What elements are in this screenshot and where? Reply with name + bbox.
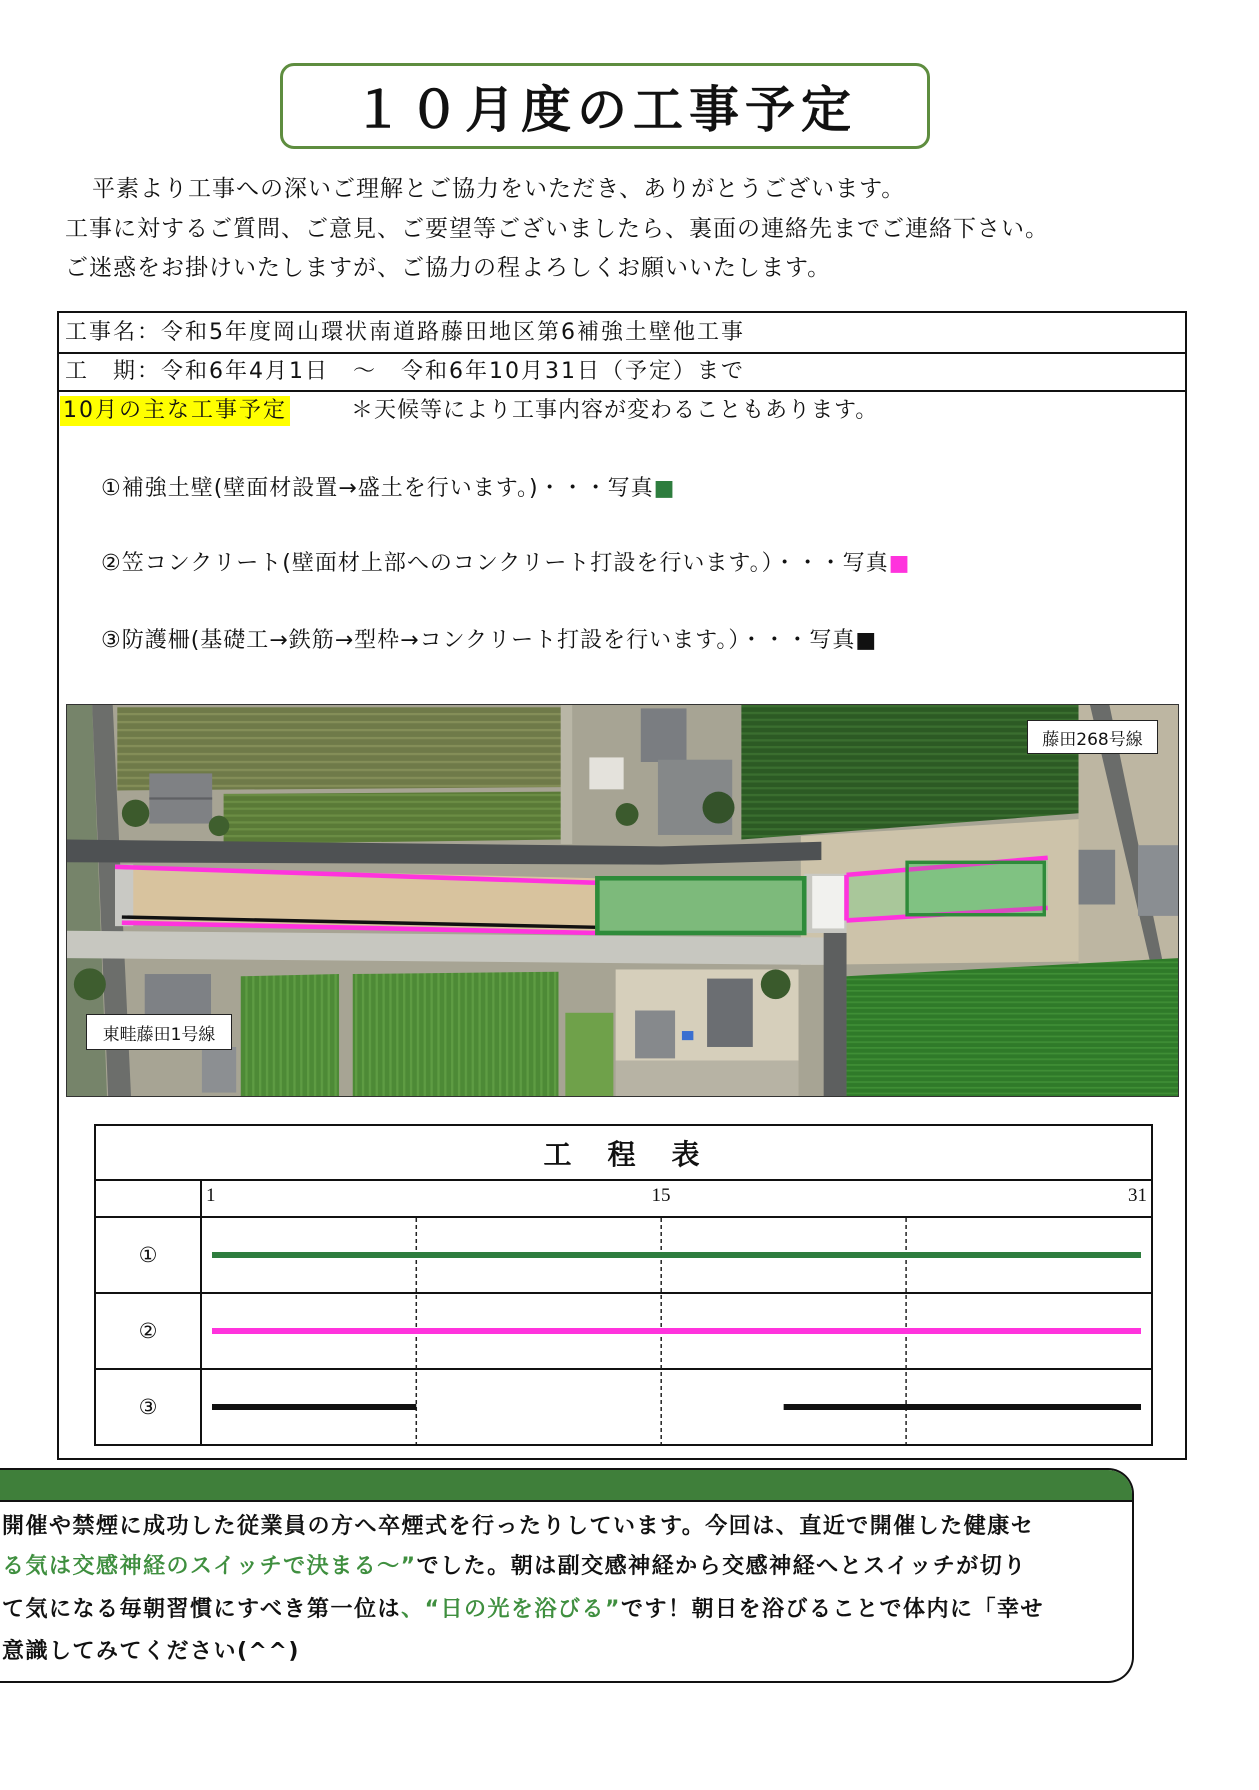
grass-patch-south bbox=[565, 1013, 613, 1096]
farm-field-sw-2 bbox=[353, 972, 559, 1096]
health-text-accent: 、“日の光を浴びる” bbox=[401, 1597, 621, 1622]
grid-line bbox=[96, 1179, 1151, 1181]
house-south-2 bbox=[707, 979, 753, 1047]
project-period-text: 工 期：令和6年4月1日 ～ 令和6年10月31日（予定）まで bbox=[65, 359, 745, 384]
health-text-accent: る気は交感神経のスイッチで決まる～” bbox=[2, 1554, 417, 1579]
health-column-header bbox=[0, 1470, 1132, 1502]
house-north-1 bbox=[641, 708, 687, 762]
health-column-line-1 bbox=[2, 1512, 1034, 1542]
intro-line-2: 工事に対するご質問、ご意見、ご要望等ございましたら、裏面の連絡先までご連絡下さい。 bbox=[65, 216, 1049, 242]
farm-field-nw-bottom bbox=[224, 792, 561, 844]
house-sw-2 bbox=[202, 1047, 236, 1093]
project-period-row bbox=[59, 354, 1185, 392]
overlay-rect-green bbox=[907, 862, 1044, 914]
title-box bbox=[280, 63, 930, 149]
farm-field-se bbox=[847, 958, 1178, 1096]
schedule-table bbox=[94, 1124, 1153, 1446]
photo-marker-square-icon: ■ bbox=[855, 628, 878, 653]
health-column-line-2 bbox=[2, 1552, 1027, 1582]
plan-heading: 10月の主な工事予定 bbox=[60, 396, 290, 426]
house-north-3 bbox=[589, 757, 623, 789]
aerial-photo bbox=[66, 704, 1179, 1097]
road-label-north: 藤田268号線 bbox=[1027, 720, 1158, 754]
page-title: １０月度の工事予定 bbox=[353, 81, 857, 139]
tree bbox=[122, 800, 149, 827]
farm-field-sw-1 bbox=[241, 974, 339, 1096]
schedule-title: 工 程 表 bbox=[543, 1137, 704, 1171]
schedule-plot bbox=[202, 1218, 1151, 1444]
intro-line-1: 平素より工事への深いご理解とご協力をいただき、ありがとうございます。 bbox=[92, 176, 906, 202]
house-south-1 bbox=[635, 1011, 675, 1059]
tree bbox=[209, 816, 230, 837]
road-south bbox=[824, 933, 847, 1096]
shed-east-1 bbox=[1079, 850, 1116, 905]
road-label-south: 東畦藤田1号線 bbox=[86, 1014, 232, 1050]
health-text: て気になる毎朝習慣にすべき第一位は bbox=[2, 1597, 402, 1622]
plan-note: ＊天候等により工事内容が変わることもあります。 bbox=[351, 398, 879, 423]
white-structure bbox=[812, 876, 844, 928]
tree bbox=[74, 968, 106, 1000]
health-column-box bbox=[0, 1468, 1134, 1683]
health-text: です！朝日を浴びることで体内に「幸せ bbox=[620, 1597, 1044, 1622]
aerial-photo-image bbox=[67, 705, 1178, 1096]
blue-tarp bbox=[682, 1031, 693, 1040]
plan-item-text: ③防護柵(基礎工→鉄筋→型枠→コンクリート打設を行います。）・・・写真 bbox=[101, 628, 856, 653]
photo-marker-square-icon: ■ bbox=[888, 551, 911, 576]
project-name-row bbox=[59, 313, 1185, 354]
plan-item-text: ②笠コンクリート(壁面材上部へのコンクリート打設を行います。）・・・写真 bbox=[101, 551, 889, 576]
schedule-tick-label: 1 bbox=[206, 1185, 216, 1206]
tree bbox=[761, 969, 791, 999]
schedule-row-label: ① bbox=[138, 1243, 158, 1267]
road-north-lane bbox=[561, 705, 572, 844]
health-text: 意識してみてください(^^) bbox=[2, 1639, 300, 1664]
schedule-tick-label: 31 bbox=[1128, 1185, 1147, 1206]
yard-south-lower bbox=[616, 1061, 799, 1096]
schedule-tick-label: 15 bbox=[651, 1185, 671, 1206]
plan-item-2 bbox=[101, 549, 910, 579]
plan-item-3 bbox=[101, 626, 877, 656]
health-column-line-4 bbox=[2, 1637, 300, 1667]
schedule-row-label: ③ bbox=[138, 1395, 158, 1419]
health-text: でした。朝は副交感神経から交感神経へとスイッチが切り bbox=[416, 1554, 1027, 1579]
health-column-line-3 bbox=[2, 1595, 1044, 1625]
tree bbox=[616, 803, 639, 826]
health-text: 開催や禁煙に成功した従業員の方へ卒煙式を行ったりしています。今回は、直近で開催した健康セ bbox=[2, 1514, 1035, 1539]
plan-item-text: ①補強土壁(壁面材設置→盛土を行います。)・・・写真 bbox=[101, 476, 654, 501]
project-name-text: 工事名：令和5年度岡山環状南道路藤田地区第6補強土壁他工事 bbox=[65, 320, 745, 345]
intro-line-3: ご迷惑をお掛けいたしますが、ご協力の程よろしくお願いいたします。 bbox=[65, 255, 832, 281]
shed-east-2 bbox=[1138, 845, 1178, 916]
schedule-row-label: ② bbox=[138, 1319, 158, 1343]
overlay-rect-green bbox=[597, 878, 804, 933]
tree bbox=[703, 792, 735, 824]
plan-item-1 bbox=[101, 474, 675, 504]
photo-marker-square-icon: ■ bbox=[653, 476, 676, 501]
